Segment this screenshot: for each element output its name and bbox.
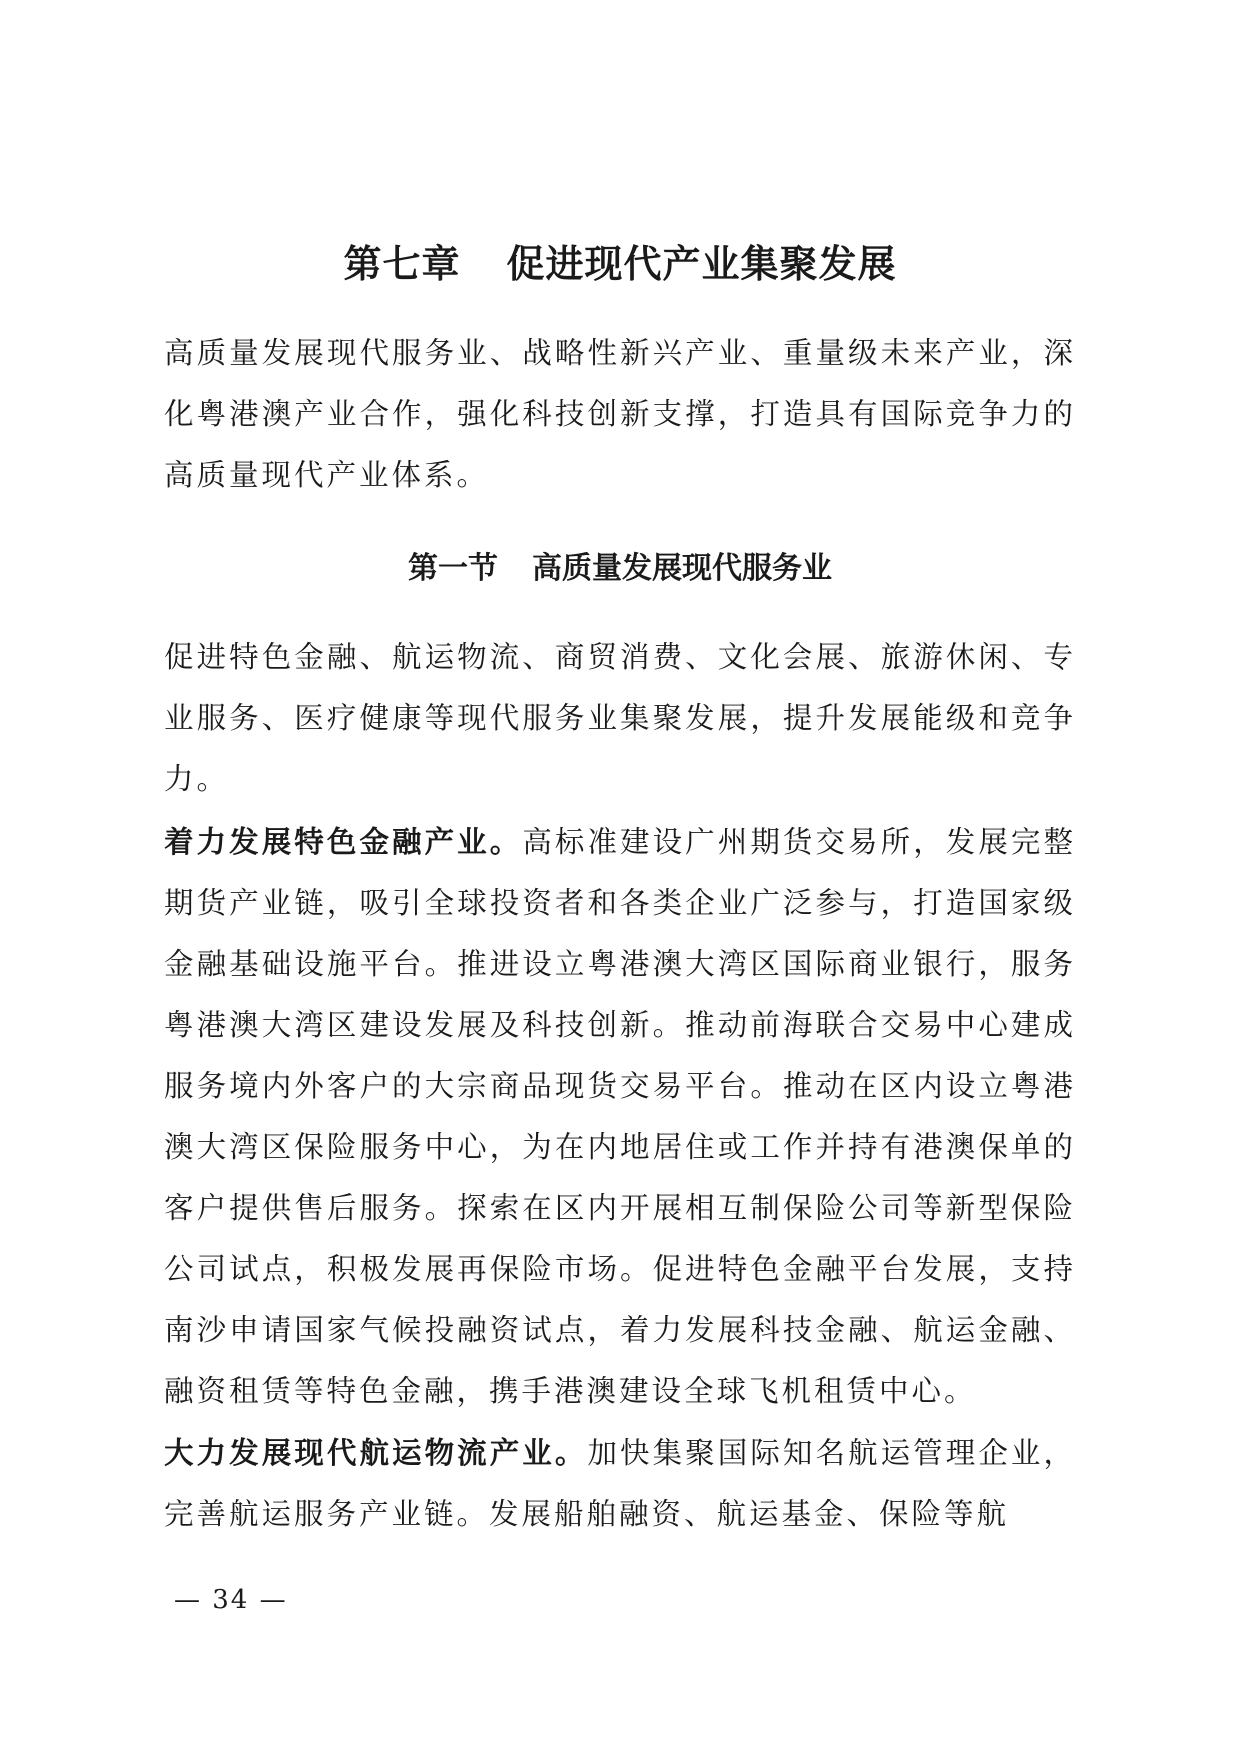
finance-paragraph [164, 811, 1076, 1422]
page-number: — 34 — [174, 1585, 288, 1615]
chapter-intro-paragraph: 高质量发展现代服务业、战略性新兴产业、重量级未来产业，深化粤港澳产业合作，强化科技创新支撑，打造具有国际竞争力的高质量现代产业体系。 [164, 336, 1076, 492]
shipping-lead: 大力发展现代航运物流产业。 [164, 1435, 588, 1470]
chapter-number: 第七章 [343, 241, 461, 286]
finance-lead: 着力发展特色金融产业。 [164, 824, 523, 859]
chapter-heading: 促进现代产业集聚发展 [506, 241, 897, 286]
section-intro-paragraph: 促进特色金融、航运物流、商贸消费、文化会展、旅游休闲、专业服务、医疗健康等现代服务业集聚发展，提升发展能级和竞争力。 [164, 640, 1076, 796]
section-number: 第一节 [408, 551, 498, 586]
section-heading: 高质量发展现代服务业 [532, 551, 832, 586]
finance-body: 高标准建设广州期货交易所，发展完整期货产业链，吸引全球投资者和各类企业广泛参与，打造国家级金融基础设施平台。推进设立粤港澳大湾区国际商业银行，服务粤港澳大湾区建设发展及科技创新。推动前海联合交易中心建成服务境内外客户的大宗商品现货交易平台。推动在区内设立粤港澳大湾区保险服务中心，为在内地居住或工作并持有港澳保单的客户提供售后服务。探索在区内开展相互制保险公司等新型保险公司试点，积极发展再保险市场。促进特色金融平台发展，支持南沙申请国家气候投融资试点，着力发展科技金融、航运金融、融资租赁等特色金融，携手港澳建设全球飞机租赁中心。 [164, 825, 1076, 1408]
shipping-paragraph [164, 1422, 1076, 1545]
chapter-title [0, 236, 1240, 292]
section-title [0, 547, 1240, 591]
shipping-body: 加快集聚国际知名航运管理企业，完善航运服务产业链。发展船舶融资、航运基金、保险等航 [164, 1436, 1076, 1531]
